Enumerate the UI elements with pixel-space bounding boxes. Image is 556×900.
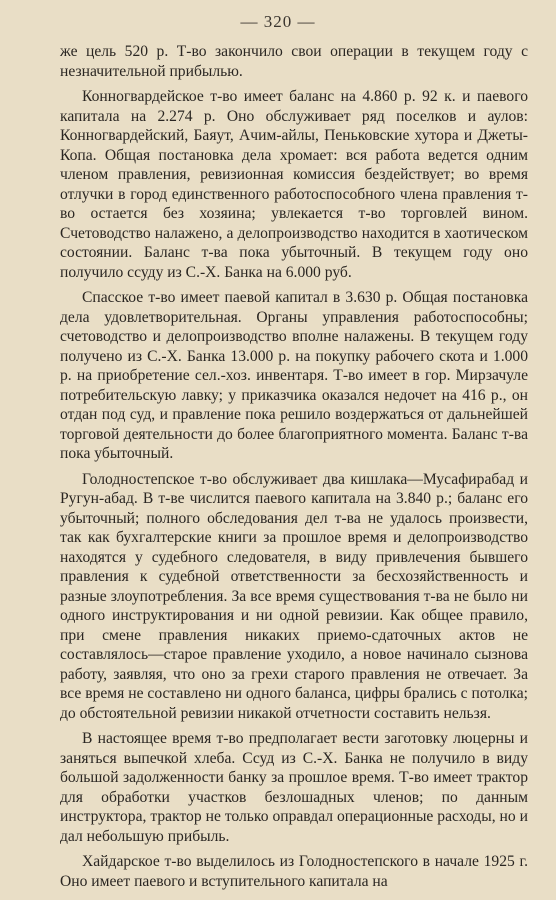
body-text bbox=[60, 42, 528, 891]
paragraph-continuation: же цель 520 р. Т-во закончило свои операции в текущем году с незначительной прибылью. bbox=[60, 43, 528, 80]
paragraph-plans: В настоящее время т-во предполагает вести заготовку люцерны и заняться выпечкой хлеба. Ссуд из С.-Х. Банка не получило в виду большой задолженности банку за прошлое время. Т-во имеет трактор для обработки участков безлошадных членов; по данным инструктора, трактор не только оправдал операционные расходы, но и дал небольшую прибыль. bbox=[60, 730, 528, 845]
paragraph-golodnostepskoe: Голодностепское т-во обслуживает два кишлака—Мусафирабад и Ругун-абад. В т-ве числится паевого капитала на 3.840 р.; баланс его убыточный; полного обследования дел т-ва не удалось произвести, так как бухгалтерские книги за прошлое время и делопроизводство находятся у судебного следователя, в виду привлечения бывшего правления к судебной ответственности за бесхозяйственность и разные злоупотребления. За все время существования т-ва не было ни одного инструктирования и ни одной ревизии. Как общее правило, при смене правления никаких приемо-сдаточных актов не составлялось—старое правление уходило, а новое начинало сызнова работу, заявляя, что оно за грехи старого правления не отвечает. За все время не составлено ни одного баланса, цифры брались с потолка; до обстоятельной ревизии никакой отчетности составить нельзя. bbox=[60, 470, 528, 722]
paragraph-konnogvardeyskoe: Конногвардейское т-во имеет баланс на 4.860 р. 92 к. и паевого капитала на 2.274 р. Оно обслуживает ряд поселков и аулов: Конногвардейский, Баяут, Ачим-айлы, Пеньковские хутора и Джеты-Копа. Общая постановка дела хромает: вся работа ведется одним членом правления, ревизионная комиссия бездействует; во время отлучки в город единственного работоспособного члена правления т-во остается без хозяина; увлекается т-во торговлей вином. Счетоводство налажено, а делопроизводство находится в хаотическом состоянии. Баланс т-ва пока убыточный. В текущем году оно получило ссуду из С.-Х. Банка на 6.000 руб. bbox=[60, 88, 528, 281]
paragraph-khaydarskoe: Хайдарское т-во выделилось из Голодностепского в начале 1925 г. Оно имеет паевого и вступительного капитала на bbox=[60, 853, 528, 890]
page-number: — 320 — bbox=[240, 12, 316, 31]
paragraph-spasskoe: Спасское т-во имеет паевой капитал в 3.630 р. Общая постановка дела удовлетворительная. Органы управления работоспособны; счетоводство и делопроизводство вполне налажены. В текущем году получено из С.-Х. Банка 13.000 р. на покупку рабочего скота и 1.000 р. на приобретение сел.-хоз. инвентаря. Т-во имеет в гор. Мирзачуле потребительскую лавку; у приказчика оказался недочет на 416 р., он отдан под суд, и правление пока решило воздержаться от дальнейшей торговой деятельности до более благоприятного момента. Баланс т-ва пока убыточный. bbox=[60, 289, 528, 462]
